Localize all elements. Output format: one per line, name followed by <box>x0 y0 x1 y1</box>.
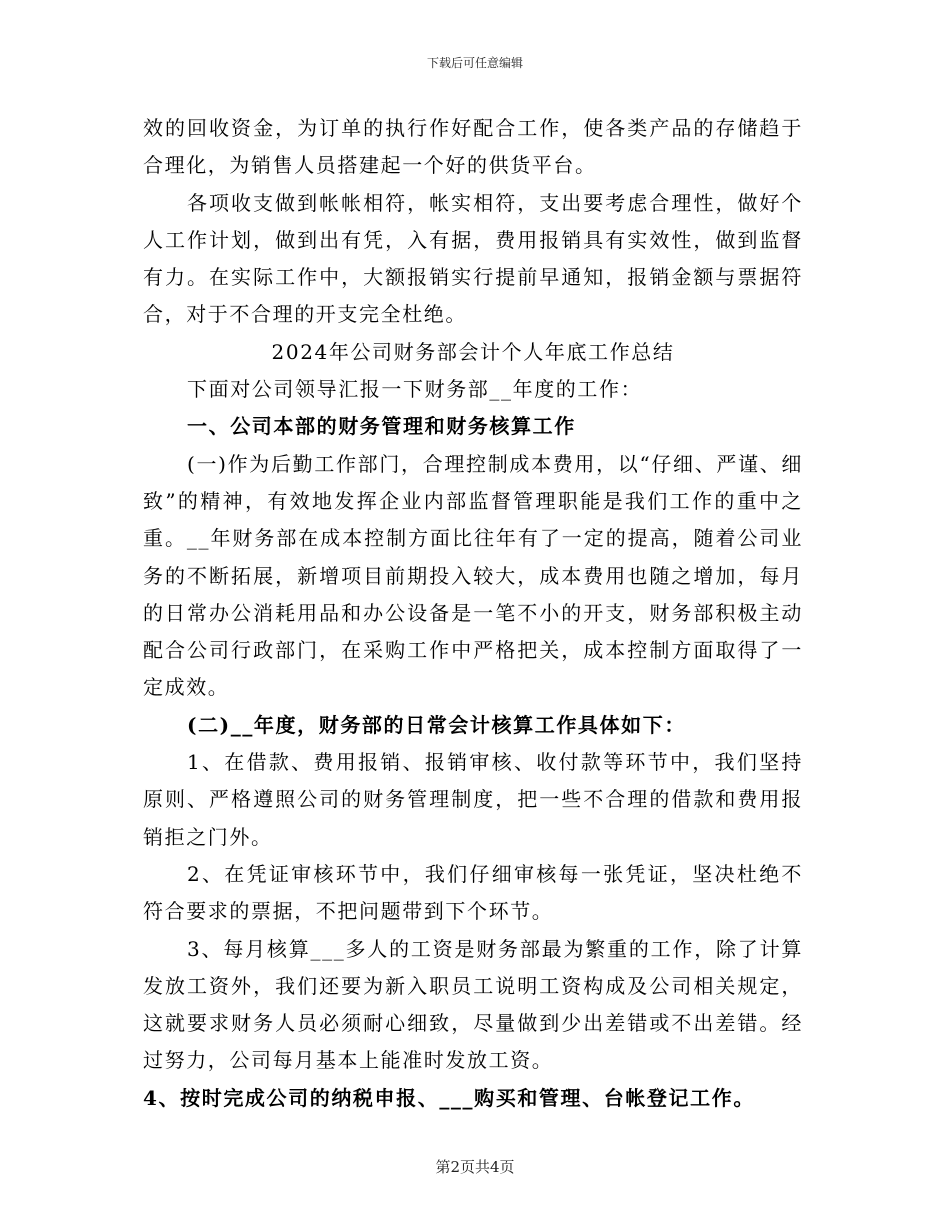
list-item-3: 3、每月核算___多人的工资是财务部最为繁重的工作，除了计算发放工资外，我们还要为新入职员工说明工资构成及公司相关规定，这就要求财务人员必须耐心细致，尽量做到少出差错或不出差错。经过努力，公司每月基本上能准时发放工资。 <box>143 936 803 1073</box>
page-footer: 第2页共4页 <box>435 1158 515 1176</box>
document-body <box>143 110 803 1117</box>
list-item-2: 2、在凭证审核环节中，我们仔细审核每一张凭证，坚决杜绝不符合要求的票据，不把问题带到下个环节。 <box>143 861 803 924</box>
list-item-4-heading: 4、按时完成公司的纳税申报、___购买和管理、台帐登记工作。 <box>143 1085 755 1110</box>
section-heading-1: 一、公司本部的财务管理和财务核算工作 <box>187 414 576 439</box>
section-heading-2: (二)__年度，财务部的日常会计核算工作具体如下： <box>187 712 686 737</box>
document-title: 2024年公司财务部会计个人年底工作总结 <box>271 339 675 364</box>
paragraph-cost-control: (一)作为后勤工作部门，合理控制成本费用，以“仔细、严谨、细致”的精神，有效地发挥企业内部监督管理职能是我们工作的重中之重。__年财务部在成本控制方面比往年有了一定的提高，随着公司业务的不断拓展，新增项目前期投入较大，成本费用也随之增加，每月的日常办公消耗用品和办公设备是一笔不小的开支，财务部积极主动配合公司行政部门，在采购工作中严格把关，成本控制方面取得了一定成效。 <box>143 451 803 700</box>
page-header: 下载后可任意编辑 <box>426 56 523 70</box>
paragraph-continuation: 效的回收资金，为订单的执行作好配合工作，使各类产品的存储趋于合理化，为销售人员搭建起一个好的供货平台。 <box>143 116 803 178</box>
paragraph-intro: 下面对公司领导汇报一下财务部__年度的工作： <box>187 377 643 402</box>
paragraph-income-expense: 各项收支做到帐帐相符，帐实相符，支出要考虑合理性，做好个人工作计划，做到出有凭，入有据，费用报销具有实效性，做到监督有力。在实际工作中，大额报销实行提前早通知，报销金额与票据符合，对于不合理的开支完全杜绝。 <box>143 190 803 327</box>
list-item-1: 1、在借款、费用报销、报销审核、收付款等环节中，我们坚持原则、严格遵照公司的财务管理制度，把一些不合理的借款和费用报销拒之门外。 <box>143 750 803 849</box>
